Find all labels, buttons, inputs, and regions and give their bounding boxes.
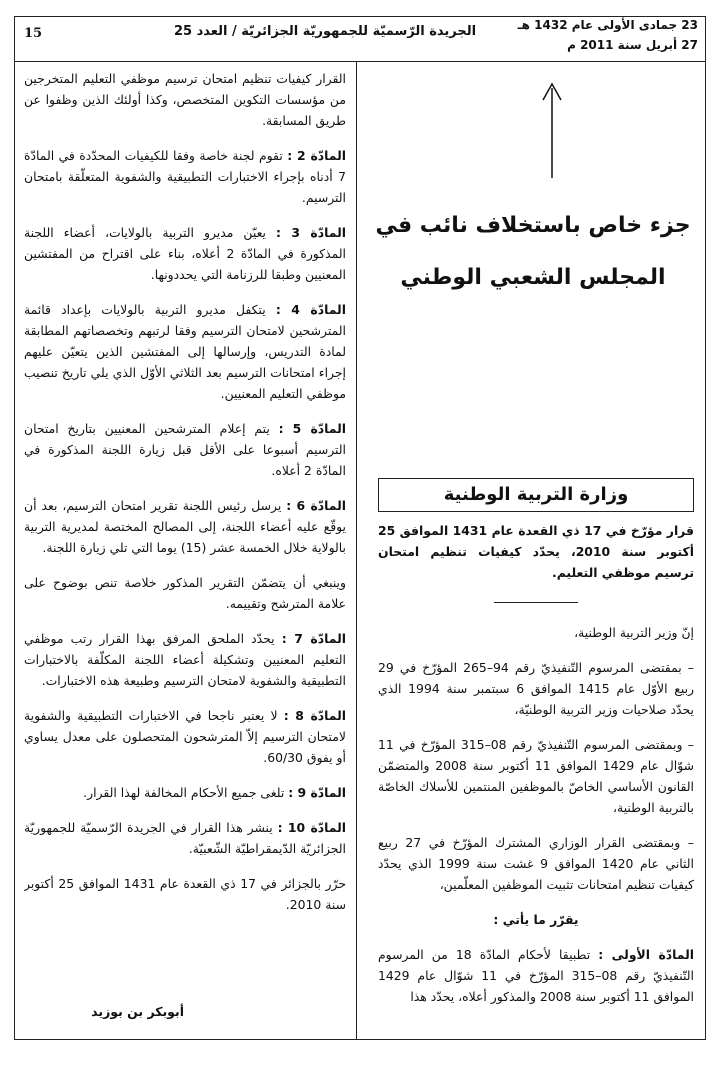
page-header — [14, 16, 706, 62]
article-text: حرّر بالجزائر في 17 ذي القعدة عام 1431 الموافق 25 أكتوبر سنة 2010. — [24, 876, 346, 912]
paragraph-text: – بمقتضى المرسوم التّنفيذيّ رقم 94–265 المؤرّخ في 29 ربيع الأوّل عام 1415 الموافق 6 سبتمبر سنة 1994 الذي يحدّد صلاحيات وزير التربية الوطنيّة، — [378, 660, 695, 717]
left-column — [24, 68, 346, 1032]
article-label: المادّة الأولى : — [598, 947, 694, 962]
paragraph-text: – وبمقتضى المرسوم التّنفيذيّ رقم 08–315 المؤرّخ في 11 شوّال عام 1429 الموافق 11 أكتوبر سنة 2008 والمتضمّن القانون الأساسي الخاصّ بالموظفين المنتمين للأسلاك الخاصّة بالتربية الوطنية، — [378, 737, 694, 815]
article-text: تطبيقا لأحكام المادّة 18 من المرسوم التّنفيذيّ رقم 08–315 المؤرّخ في 11 شوّال عام 1429 الموافق 11 أكتوبر سنة 2008 والمذكور أعلاه، يحدّد هذا — [378, 947, 694, 1004]
decision-body — [378, 622, 694, 1021]
paragraph — [24, 782, 346, 803]
article-label: المادّة 6 : — [286, 498, 346, 513]
right-column — [364, 62, 702, 1040]
paragraph — [378, 944, 694, 1007]
article-text: ينشر هذا القرار في الجريدة الرّسميّة للجمهوريّة الجزائريّة الدّيمقراطيّة الشّعبيّة. — [24, 820, 346, 856]
article-label: المادّة 10 : — [277, 820, 346, 835]
date-hijri: 23 جمادى الأولى عام 1432 هـ — [517, 18, 698, 32]
paragraph — [378, 622, 694, 643]
article-label: المادّة 8 : — [283, 708, 346, 723]
up-arrow-icon — [540, 80, 564, 180]
paragraph — [24, 817, 346, 859]
decision-title: قرار مؤرّخ في 17 ذي القعدة عام 1431 الموافق 25 أكتوبر سنة 2010، يحدّد كيفيات تنظيم امتحان ترسيم موظفي التعليم. — [378, 523, 695, 580]
article-label: المادّة 2 : — [287, 148, 346, 163]
article-text: يتكفل مديرو التربية بالولايات بإعداد قائمة المترشحين لامتحان الترسيم وفقا لرتبهم وتخصصاتهم المطابقة لمادة التدريس، وإرسالها إلى المفتشين الذين يتعيّن عليهم إجراء امتحانات الترسيم بعد الثلاثي الأوّل الذي يلي تاريخ تنصيب موظفي التعليم المعنيين. — [24, 302, 346, 401]
paragraph — [24, 418, 346, 481]
paragraph — [24, 222, 346, 285]
signature: أبوبكر بن بوزيد — [91, 1004, 184, 1019]
article-text: يعيّن مديرو التربية بالولايات، أعضاء اللجنة المذكورة في المادّة 2 أعلاه، بناء على اقتراح من المفتشين المعنيين وطبقا للرزنامة التي يحددونها. — [24, 225, 346, 282]
journal-title: الجريدة الرّسميّة للجمهوريّة الجزائريّة / العدد 25 — [174, 24, 477, 39]
article-label: المادّة 4 : — [275, 302, 346, 317]
article-text: تقوم لجنة خاصة وفقا للكيفيات المحدّدة في المادّة 7 أدناه بإجراء الاختبارات التطبيقية والشفوية المتعلّقة بامتحان الترسيم. — [24, 148, 346, 205]
paragraph-text: – وبمقتضى القرار الوزاري المشترك المؤرّخ في 27 ربيع الثاني عام 1420 الموافق 9 غشت سنة 1999 الذي يحدّد كيفيات تنظيم امتحانات تثبيت الموظفين المعلّمين، — [378, 835, 694, 892]
paragraph — [24, 299, 346, 404]
paragraph — [378, 734, 694, 818]
paragraph — [378, 832, 694, 895]
article-text: القرار كيفيات تنظيم امتحان ترسيم موظفي التعليم المتخرجين من مؤسسات التكوين المتخصص، وكذا أولئك الذين وظفوا عن طريق المسابقة. — [24, 71, 346, 128]
article-label: المادّة 5 : — [278, 421, 346, 436]
paragraph-text: إنّ وزير التربية الوطنية، — [574, 625, 694, 640]
divider — [494, 602, 578, 603]
paragraph — [24, 68, 346, 131]
paragraph — [24, 572, 346, 614]
date-gregorian: 27 أبريل سنة 2011 م — [567, 38, 698, 52]
article-text: يتم إعلام المترشحين المعنيين بتاريخ امتحان الترسيم أسبوعا على الأقل قبل زيارة اللجنة المذكورة في المادّة 2 أعلاه. — [24, 421, 346, 478]
article-text: يحدّد الملحق المرفق بهذا القرار رتب موظفي التعليم المعنيين وتشكيلة أعضاء اللجنة المكلّفة بالاختبارات التطبيقية والشفوية لامتحان الترسيم وطبيعة هذه الاختبارات. — [24, 631, 346, 688]
decides-heading: يقرّر ما يأتي : — [493, 912, 579, 927]
article-text: لا يعتبر ناجحا في الاختبارات التطبيقية والشفوية لامتحان الترسيم إلاّ المترشحون المتحصلون على معدل يساوي أو يفوق 60/30. — [24, 708, 346, 765]
column-divider — [356, 62, 357, 1040]
paragraph — [378, 657, 694, 720]
paragraph — [24, 495, 346, 558]
ministry-title: وزارة التربية الوطنية — [378, 478, 694, 512]
paragraph — [24, 873, 346, 915]
page-number: 15 — [24, 26, 43, 41]
article-text: تلغى جميع الأحكام المخالفة لهذا القرار. — [83, 785, 285, 800]
paragraph — [24, 705, 346, 768]
article-text: يرسل رئيس اللجنة تقرير امتحان الترسيم، بعد أن يوقّع عليه أعضاء اللجنة، إلى المصالح المختصة لمديرية التربية بالولاية خلال الخمسة عشر (15) يوما التي تلي زيارة اللجنة. — [24, 498, 346, 555]
article-text: وينبغي أن يتضمّن التقرير المذكور خلاصة تنص بوضوح على علامة المترشح وتقييمه. — [24, 575, 346, 611]
paragraph — [24, 628, 346, 691]
paragraph — [24, 145, 346, 208]
article-label: المادّة 3 : — [276, 225, 346, 240]
article-label: المادّة 9 : — [288, 785, 346, 800]
special-section-banner: جزء خاص باستخلاف نائب في المجلس الشعبي الوطني — [375, 213, 691, 290]
article-label: المادّة 7 : — [281, 631, 346, 646]
